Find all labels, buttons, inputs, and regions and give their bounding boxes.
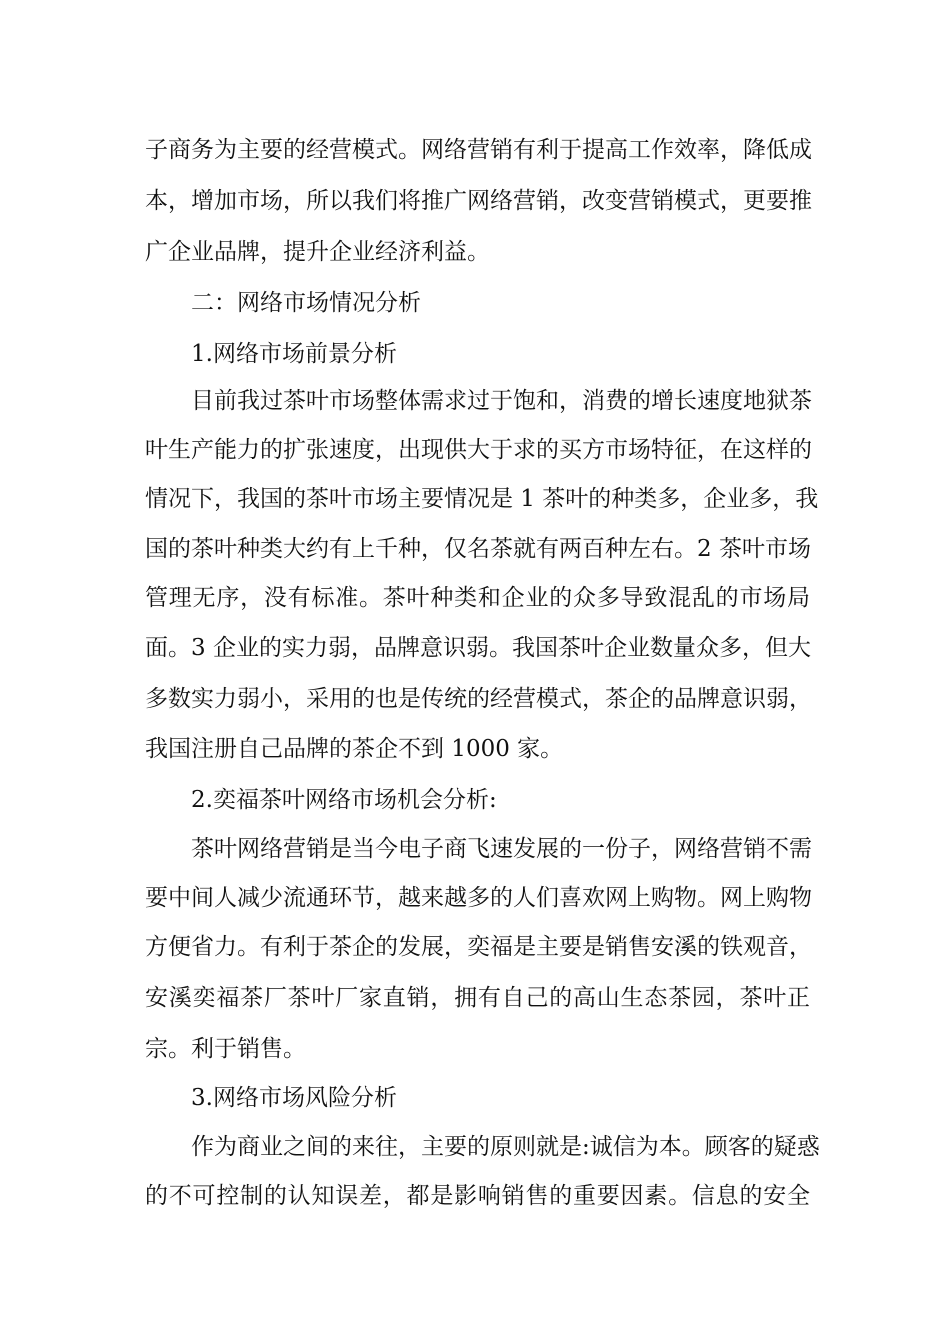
- body-text-line: 要中间人减少流通环节，越来越多的人们喜欢网上购物。网上购物: [145, 885, 812, 911]
- body-text-line: 多数实力弱小，采用的也是传统的经营模式，茶企的品牌意识弱，: [145, 686, 812, 712]
- body-text-line: 方便省力。有利于茶企的发展，奕福是主要是销售安溪的铁观音，: [145, 934, 812, 960]
- subsection-heading: 3.网络市场风险分析: [191, 1085, 397, 1111]
- body-text-line: 广企业品牌，提升企业经济利益。: [145, 239, 490, 265]
- body-text-line: 作为商业之间的来往，主要的原则就是:诚信为本。顾客的疑惑: [191, 1134, 820, 1160]
- body-text-line: 管理无序，没有标准。茶叶种类和企业的众多导致混乱的市场局: [145, 585, 810, 611]
- body-text-line: 目前我过茶叶市场整体需求过于饱和，消费的增长速度地狱茶: [191, 388, 812, 414]
- subsection-heading: 2.奕福茶叶网络市场机会分析:: [191, 787, 497, 813]
- section-heading: 二：网络市场情况分析: [191, 290, 421, 316]
- body-text-line: 子商务为主要的经营模式。网络营销有利于提高工作效率，降低成: [145, 137, 812, 163]
- body-text-line: 面。3 企业的实力弱，品牌意识弱。我国茶叶企业数量众多，但大: [145, 635, 811, 661]
- body-text-line: 安溪奕福茶厂茶叶厂家直销，拥有自己的高山生态茶园，茶叶正: [145, 985, 810, 1011]
- body-text-line: 国的茶叶种类大约有上千种，仅名茶就有两百种左右。2 茶叶市场: [145, 536, 811, 562]
- body-text-line: 本，增加市场，所以我们将推广网络营销，改变营销模式，更要推: [145, 188, 812, 214]
- body-text-line: 的不可控制的认知误差，都是影响销售的重要因素。信息的安全: [145, 1183, 810, 1209]
- subsection-heading: 1.网络市场前景分析: [191, 341, 397, 367]
- body-text-line: 宗。利于销售。: [145, 1036, 306, 1062]
- body-text-line: 情况下，我国的茶叶市场主要情况是 1 茶叶的种类多，企业多，我: [145, 486, 819, 512]
- body-text-line: 茶叶网络营销是当今电子商飞速发展的一份子，网络营销不需: [191, 836, 812, 862]
- body-text-line: 叶生产能力的扩张速度，出现供大于求的买方市场特征，在这样的: [145, 437, 812, 463]
- body-text-line: 我国注册自己品牌的茶企不到 1000 家。: [145, 736, 564, 762]
